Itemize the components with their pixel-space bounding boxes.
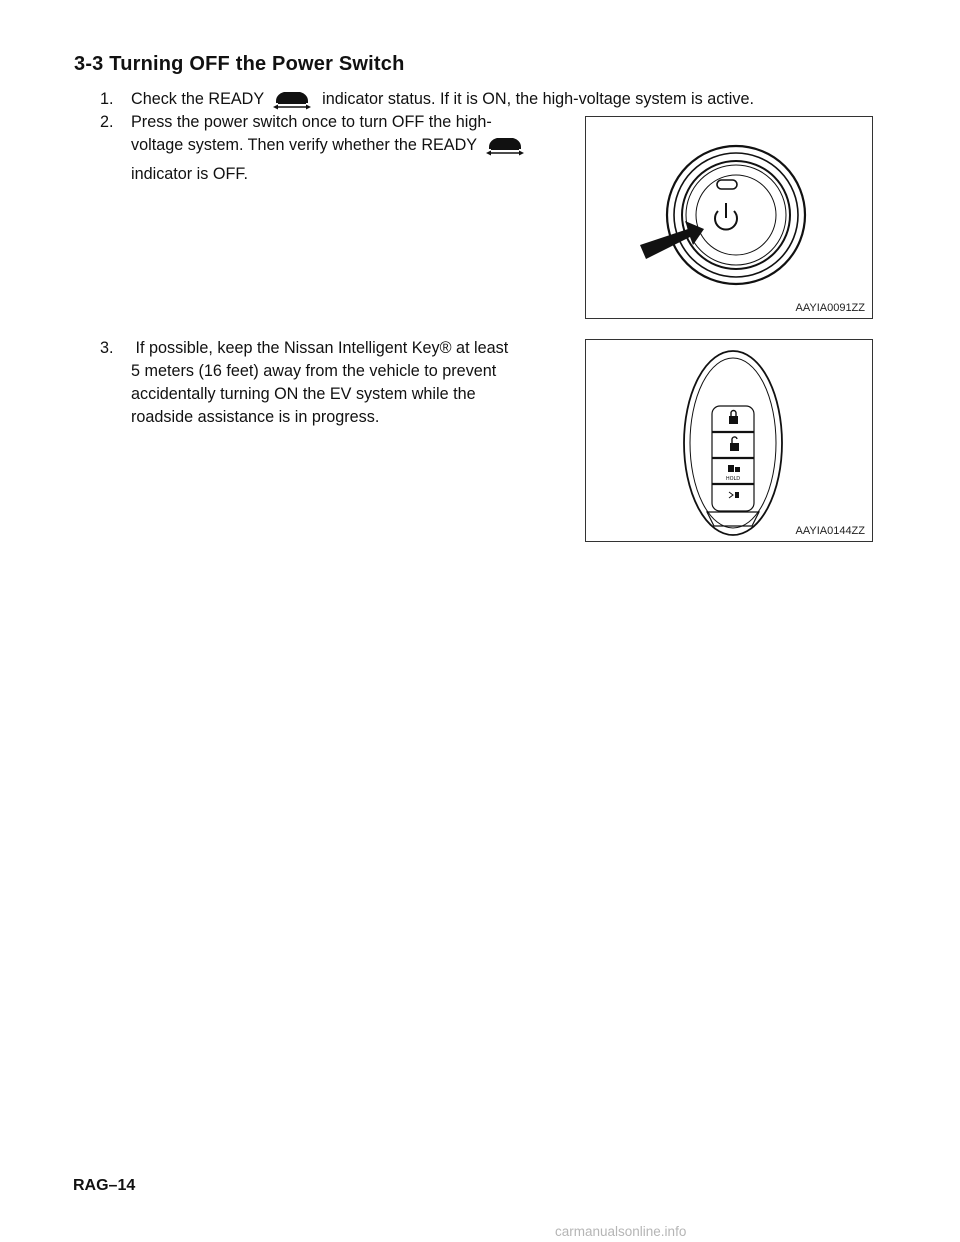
step-text: roadside assistance is in progress. bbox=[131, 408, 380, 426]
intelligent-key-fob-illustration bbox=[586, 340, 874, 543]
figure-code: AAYIA0144ZZ bbox=[795, 525, 865, 537]
page-title: 3-3 Turning OFF the Power Switch bbox=[74, 53, 405, 75]
figure-power-switch bbox=[585, 116, 873, 319]
power-switch-button-illustration bbox=[586, 117, 874, 320]
step-number: 1. bbox=[100, 90, 114, 108]
page-number: RAG–14 bbox=[73, 1177, 136, 1194]
step-text: voltage system. Then verify whether the READY bbox=[131, 136, 478, 154]
svg-text:HOLD: HOLD bbox=[725, 476, 741, 482]
ready-indicator-icon bbox=[483, 134, 527, 163]
step-2 bbox=[100, 111, 571, 186]
step-text: If possible, keep the Nissan Intelligent Key® at least bbox=[131, 339, 509, 357]
step-text: indicator status. If it is ON, the high-voltage system is active. bbox=[322, 90, 754, 108]
step-number: 3. bbox=[100, 339, 114, 357]
step-text: Press the power switch once to turn OFF the high- bbox=[131, 113, 492, 131]
step-text: Check the READY bbox=[131, 90, 265, 108]
step-text: accidentally turning ON the EV system while the bbox=[131, 385, 476, 403]
watermark: carmanualsonline.info bbox=[555, 1224, 687, 1239]
step-text: 5 meters (16 feet) away from the vehicle to prevent bbox=[131, 362, 497, 380]
step-text: indicator is OFF. bbox=[131, 165, 248, 183]
step-3 bbox=[100, 337, 571, 429]
figure-code: AAYIA0091ZZ bbox=[795, 302, 865, 314]
figure-intelligent-key bbox=[585, 339, 873, 542]
step-number: 2. bbox=[100, 113, 114, 131]
